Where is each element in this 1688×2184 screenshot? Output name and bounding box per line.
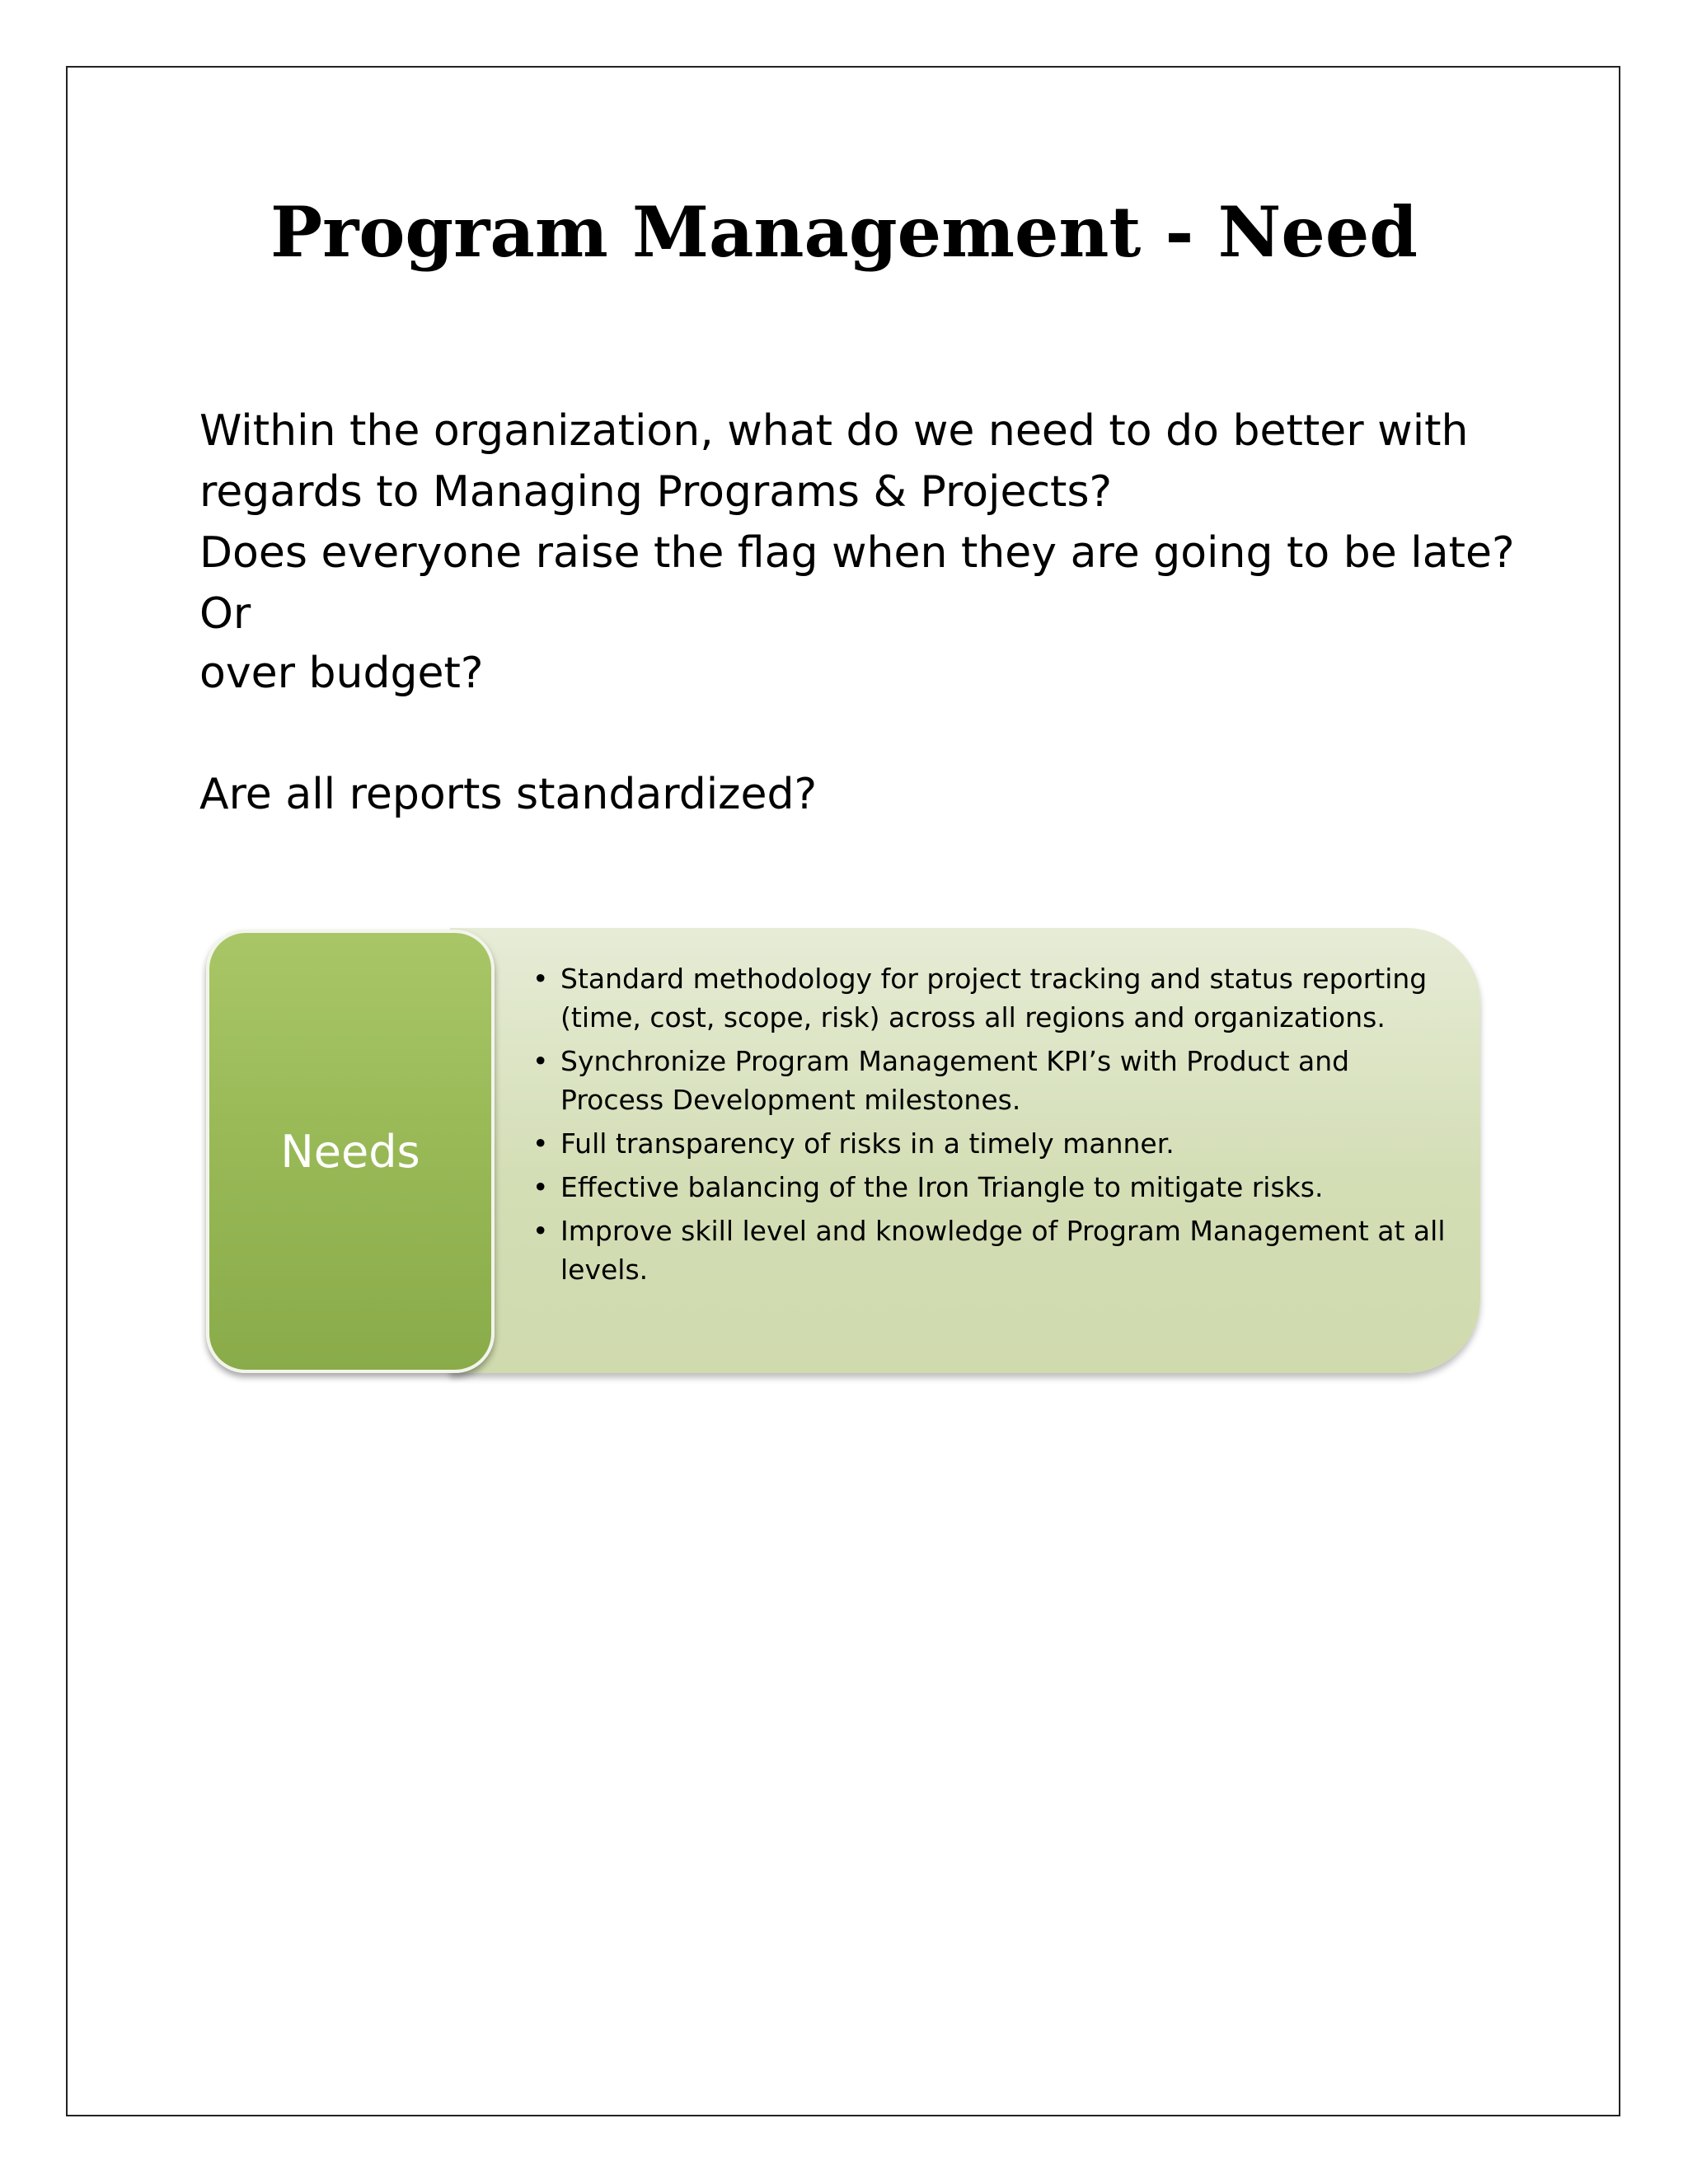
- intro-paragraph: Within the organization, what do we need to do better with regards to Managing Programs & Projects? Does everyone raise the flag when they are going to be late? Or: [199, 406, 1515, 639]
- needs-diagram: [203, 926, 1482, 1380]
- needs-label: Needs: [280, 1125, 420, 1178]
- needs-list-item: • Improve skill level and knowledge of Program Management at all levels.: [532, 1212, 1456, 1289]
- page-title: Program Management - Need: [270, 191, 1418, 273]
- needs-label-box: [206, 930, 495, 1373]
- needs-list-item: • Synchronize Program Management KPI’s with Product and Process Development milestones.: [532, 1042, 1456, 1119]
- needs-list-item: • Standard methodology for project tracking and status reporting (time, cost, scope, risk) across all regions and organizations.: [532, 959, 1456, 1037]
- budget-paragraph: over budget?: [199, 649, 484, 698]
- needs-list-item: • Effective balancing of the Iron Triangle to mitigate risks.: [532, 1168, 1456, 1207]
- needs-list: [532, 959, 1456, 1294]
- needs-list-item: • Full transparency of risks in a timely manner.: [532, 1124, 1456, 1163]
- reports-paragraph: Are all reports standardized?: [199, 770, 818, 819]
